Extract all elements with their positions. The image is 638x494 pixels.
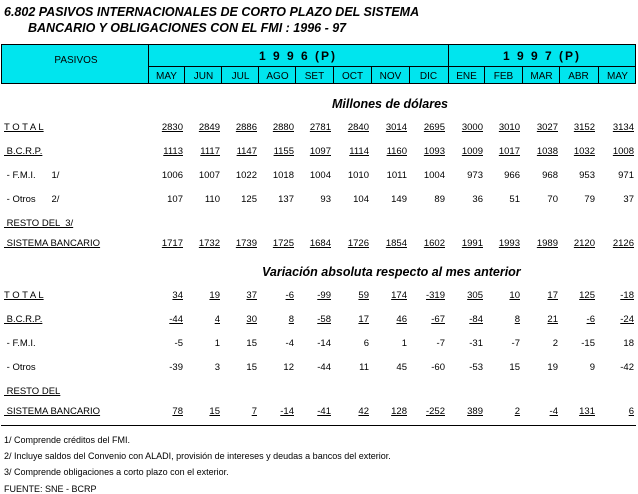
cell-value: 1011 bbox=[386, 170, 407, 181]
cell-value: 37 bbox=[623, 194, 634, 205]
cell-value: 8 bbox=[514, 314, 520, 325]
cell-value: 6 bbox=[628, 406, 634, 417]
cell-value: 953 bbox=[579, 170, 595, 181]
cell-value: 17 bbox=[547, 290, 558, 301]
cell-value: 1160 bbox=[386, 146, 407, 157]
row-label: RESTO DEL bbox=[4, 386, 61, 397]
cell-value: 2126 bbox=[612, 238, 634, 249]
cell-value: -44 bbox=[169, 314, 183, 325]
cell-value: 1147 bbox=[236, 146, 257, 157]
cell-value: -4 bbox=[549, 406, 558, 417]
cell-value: 2880 bbox=[272, 122, 294, 133]
cell-value: 3027 bbox=[536, 122, 558, 133]
cell-value: 305 bbox=[467, 290, 483, 301]
cell-value: 15 bbox=[246, 338, 257, 349]
cell-value: 1993 bbox=[498, 238, 520, 249]
cell-value: 21 bbox=[547, 314, 558, 325]
cell-value: 1022 bbox=[235, 170, 257, 181]
cell-value: 174 bbox=[391, 290, 407, 301]
cell-value: 3 bbox=[214, 362, 220, 373]
footnote: FUENTE: SNE - BCRP bbox=[4, 484, 97, 494]
cell-value: 42 bbox=[358, 406, 369, 417]
cell-value: 1004 bbox=[423, 170, 445, 181]
cell-value: 110 bbox=[204, 194, 220, 205]
cell-value: 1010 bbox=[347, 170, 369, 181]
cell-value: 3014 bbox=[385, 122, 407, 133]
cell-value: -7 bbox=[436, 338, 445, 349]
cell-value: -42 bbox=[620, 362, 634, 373]
footnote: 1/ Comprende créditos del FMI. bbox=[4, 435, 131, 445]
header-month: MAY bbox=[156, 71, 177, 82]
row-label: SISTEMA BANCARIO bbox=[4, 238, 101, 249]
cell-value: 3000 bbox=[461, 122, 483, 133]
cell-value: 1113 bbox=[163, 146, 183, 157]
cell-value: 11 bbox=[359, 362, 369, 373]
cell-value: 17 bbox=[358, 314, 369, 325]
cell-value: -58 bbox=[317, 314, 331, 325]
cell-value: 70 bbox=[547, 194, 558, 205]
cell-value: 1725 bbox=[272, 238, 294, 249]
header-month: SET bbox=[304, 71, 325, 82]
header-month: MAY bbox=[607, 71, 628, 82]
cell-value: 2830 bbox=[161, 122, 183, 133]
row-label: - Otros 2/ bbox=[4, 194, 60, 205]
cell-value: 3152 bbox=[573, 122, 595, 133]
cell-value: 46 bbox=[396, 314, 407, 325]
header-month: OCT bbox=[341, 71, 364, 82]
row-label: RESTO DEL 3/ bbox=[4, 218, 74, 229]
header-year-1997: 1 9 9 7 (P) bbox=[502, 49, 582, 63]
cell-value: -319 bbox=[425, 290, 445, 301]
row-label: T O T A L bbox=[4, 122, 44, 133]
cell-value: 107 bbox=[167, 194, 183, 205]
cell-value: -84 bbox=[469, 314, 483, 325]
cell-value: -6 bbox=[285, 290, 294, 301]
table-bottom-border bbox=[1, 425, 636, 426]
cell-value: 971 bbox=[618, 170, 634, 181]
cell-value: 2695 bbox=[423, 122, 445, 133]
cell-value: 3010 bbox=[498, 122, 520, 133]
cell-value: 36 bbox=[472, 194, 483, 205]
cell-value: 51 bbox=[509, 194, 520, 205]
cell-value: 15 bbox=[246, 362, 257, 373]
cell-value: 18 bbox=[623, 338, 634, 349]
cell-value: -14 bbox=[317, 338, 331, 349]
cell-value: 45 bbox=[396, 362, 407, 373]
row-label: - Otros bbox=[4, 362, 36, 373]
cell-value: 59 bbox=[358, 290, 369, 301]
cell-value: 8 bbox=[288, 314, 294, 325]
cell-value: 1989 bbox=[536, 238, 558, 249]
cell-value: 4 bbox=[214, 314, 220, 325]
table-title-line-1: 6.802 PASIVOS INTERNACIONALES DE CORTO PLAZO DEL SISTEMA bbox=[4, 5, 420, 19]
cell-value: -41 bbox=[317, 406, 331, 417]
header-month: MAR bbox=[530, 71, 553, 82]
cell-value: 1 bbox=[214, 338, 220, 349]
cell-value: 1017 bbox=[498, 146, 520, 157]
row-label: T O T A L bbox=[4, 290, 44, 301]
cell-value: 1009 bbox=[461, 146, 483, 157]
cell-value: 10 bbox=[509, 290, 520, 301]
cell-value: -14 bbox=[280, 406, 294, 417]
cell-value: 15 bbox=[209, 406, 220, 417]
header-pasivos: PASIVOS bbox=[54, 55, 98, 66]
cell-value: -4 bbox=[285, 338, 294, 349]
cell-value: -39 bbox=[169, 362, 183, 373]
cell-value: 2781 bbox=[309, 122, 331, 133]
cell-value: 131 bbox=[579, 406, 595, 417]
cell-value: 78 bbox=[172, 406, 183, 417]
cell-value: 125 bbox=[579, 290, 595, 301]
cell-value: 1726 bbox=[347, 238, 369, 249]
row-label: B.C.R.P. bbox=[4, 146, 43, 157]
cell-value: 89 bbox=[434, 194, 445, 205]
cell-value: 973 bbox=[467, 170, 483, 181]
cell-value: 1155 bbox=[273, 146, 294, 157]
row-label: B.C.R.P. bbox=[4, 314, 43, 325]
cell-value: 19 bbox=[547, 362, 558, 373]
row-label: - F.M.I. 1/ bbox=[4, 170, 60, 181]
cell-value: -31 bbox=[469, 338, 483, 349]
cell-value: 104 bbox=[353, 194, 369, 205]
cell-value: 1732 bbox=[198, 238, 220, 249]
cell-value: 2886 bbox=[235, 122, 257, 133]
cell-value: 125 bbox=[241, 194, 257, 205]
cell-value: 15 bbox=[509, 362, 520, 373]
cell-value: 128 bbox=[391, 406, 407, 417]
cell-value: 1032 bbox=[573, 146, 595, 157]
cell-value: 1006 bbox=[161, 170, 183, 181]
cell-value: -60 bbox=[431, 362, 445, 373]
cell-value: 1 bbox=[401, 338, 407, 349]
table-title-line-2: BANCARIO Y OBLIGACIONES CON EL FMI : 1996 - 97 bbox=[28, 21, 347, 35]
cell-value: 79 bbox=[584, 194, 595, 205]
cell-value: 6 bbox=[363, 338, 369, 349]
header-month: JUN bbox=[193, 71, 214, 82]
cell-value: -99 bbox=[317, 290, 331, 301]
cell-value: 1717 bbox=[161, 238, 183, 249]
cell-value: -252 bbox=[425, 406, 445, 417]
cell-value: 2 bbox=[552, 338, 558, 349]
cell-value: -24 bbox=[620, 314, 634, 325]
cell-value: 37 bbox=[246, 290, 257, 301]
cell-value: -18 bbox=[620, 290, 634, 301]
cell-value: -7 bbox=[511, 338, 520, 349]
cell-value: 1007 bbox=[198, 170, 220, 181]
cell-value: -6 bbox=[586, 314, 595, 325]
cell-value: 1114 bbox=[349, 146, 369, 157]
cell-value: 1739 bbox=[235, 238, 257, 249]
section-title-variacion: Variación absoluta respecto al mes anterior bbox=[262, 265, 521, 279]
section-title-millones: Millones de dólares bbox=[332, 97, 449, 111]
footnote: 2/ Incluye saldos del Convenio con ALADI, provisión de intereses y deudas a bancos del exterior. bbox=[4, 451, 391, 461]
cell-value: -44 bbox=[317, 362, 331, 373]
cell-value: 1038 bbox=[536, 146, 558, 157]
header-month: DIC bbox=[419, 71, 438, 82]
cell-value: 1602 bbox=[423, 238, 445, 249]
cell-value: -53 bbox=[469, 362, 483, 373]
cell-value: 1991 bbox=[461, 238, 483, 249]
cell-value: 2849 bbox=[198, 122, 220, 133]
cell-value: 7 bbox=[251, 406, 257, 417]
cell-value: 1018 bbox=[272, 170, 294, 181]
header-month: FEB bbox=[493, 71, 514, 82]
header-month: ENE bbox=[456, 71, 477, 82]
cell-value: 1097 bbox=[309, 146, 331, 157]
header-month: NOV bbox=[379, 71, 402, 82]
cell-value: 1093 bbox=[423, 146, 445, 157]
cell-value: 9 bbox=[589, 362, 595, 373]
cell-value: 30 bbox=[246, 314, 257, 325]
cell-value: 149 bbox=[391, 194, 407, 205]
cell-value: 2 bbox=[514, 406, 520, 417]
cell-value: 1684 bbox=[309, 238, 331, 249]
cell-value: 2120 bbox=[573, 238, 595, 249]
row-label: - F.M.I. bbox=[4, 338, 36, 349]
cell-value: 966 bbox=[504, 170, 520, 181]
cell-value: 1008 bbox=[612, 146, 634, 157]
table-header bbox=[1, 44, 636, 84]
cell-value: 93 bbox=[320, 194, 331, 205]
cell-value: 1004 bbox=[309, 170, 331, 181]
header-month: ABR bbox=[568, 71, 589, 82]
header-month: AGO bbox=[266, 71, 289, 82]
cell-value: 137 bbox=[278, 194, 294, 205]
cell-value: 19 bbox=[209, 290, 220, 301]
header-year-1996: 1 9 9 6 (P) bbox=[258, 49, 338, 63]
cell-value: -67 bbox=[431, 314, 445, 325]
cell-value: 968 bbox=[542, 170, 558, 181]
cell-value: 34 bbox=[172, 290, 183, 301]
row-label: SISTEMA BANCARIO bbox=[4, 406, 101, 417]
cell-value: 12 bbox=[283, 362, 294, 373]
cell-value: 1854 bbox=[385, 238, 407, 249]
cell-value: 389 bbox=[467, 406, 483, 417]
cell-value: 3134 bbox=[612, 122, 634, 133]
footnote: 3/ Comprende obligaciones a corto plazo con el exterior. bbox=[4, 467, 229, 477]
cell-value: 1117 bbox=[200, 146, 220, 157]
cell-value: -5 bbox=[174, 338, 183, 349]
cell-value: -15 bbox=[581, 338, 595, 349]
header-month: JUL bbox=[231, 71, 250, 82]
cell-value: 2840 bbox=[347, 122, 369, 133]
